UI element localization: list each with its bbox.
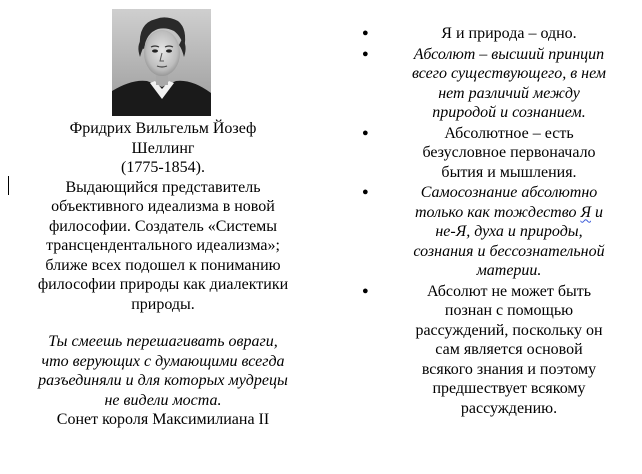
bullet-item xyxy=(362,282,634,419)
description-line: природы. xyxy=(131,295,195,313)
bullet-item xyxy=(362,124,634,183)
bullet-icon: ● xyxy=(362,47,369,60)
bullet-line: бытия и мышления. xyxy=(441,163,577,181)
bullet-line: природой и сознанием. xyxy=(432,104,586,121)
bullet-line: Самосознание абсолютно xyxy=(420,184,598,201)
name-line: Фридрих Вильгельм Йозеф xyxy=(69,120,257,137)
bullet-line: всякого знания и поэтому xyxy=(421,360,597,378)
bullet-line: Абсолютное – есть xyxy=(444,124,574,142)
bullet-icon: ● xyxy=(362,186,369,198)
bullet-item xyxy=(362,45,634,123)
description-line: философии природы как диалектики xyxy=(37,276,289,293)
bullet-line: всего существующего, в нем xyxy=(411,65,607,82)
left-column xyxy=(10,119,316,430)
bullet-line: не-Я, духа и природы, xyxy=(435,223,583,240)
bullet-line: предшествует всякому xyxy=(432,380,586,397)
description-line: ближе всех подошел к пониманию xyxy=(45,256,281,274)
quote-source: Сонет короля Максимилиана II xyxy=(56,411,270,428)
quote-line: разъединяли и для которых мудрецы xyxy=(38,372,288,389)
bullet-icon: ● xyxy=(362,27,369,39)
right-column xyxy=(362,24,634,419)
bullet-item xyxy=(362,183,634,281)
bullet-line: рассуждений, поскольку он xyxy=(415,321,603,339)
bullet-line: Абсолют не может быть xyxy=(427,282,591,300)
portrait-image xyxy=(112,9,211,116)
quote-line: не видели моста. xyxy=(104,391,222,409)
description xyxy=(10,178,316,315)
description-line: Выдающийся представитель xyxy=(65,178,261,196)
text-cursor xyxy=(8,176,9,195)
description-line: трансцендентального идеализма»; xyxy=(46,237,280,254)
bullet-icon: ● xyxy=(362,126,369,139)
spellcheck-marked-word[interactable]: Я xyxy=(580,203,591,221)
bullet-line: Абсолют – высший принцип xyxy=(413,45,605,63)
name-line: (1775-1854). xyxy=(121,159,205,176)
bullet-line: познан с помощью xyxy=(444,302,574,319)
bullet-line: сознания и бессознательной xyxy=(413,242,605,260)
philosopher-name xyxy=(10,119,316,178)
bullet-line: материи. xyxy=(476,262,542,279)
bullet-line-part: только как тождество xyxy=(415,203,581,221)
bullet-line: безусловное первоначало xyxy=(422,144,596,161)
quote-line: Ты смеешь перешагивать овраги, xyxy=(48,333,278,350)
bullet-line: Я и природа – одно. xyxy=(441,25,577,42)
bullet-line xyxy=(388,203,630,223)
description-line: объективного идеализма в новой xyxy=(51,198,275,215)
bullet-item xyxy=(362,24,634,44)
bullet-icon: ● xyxy=(362,284,369,297)
name-line: Шеллинг xyxy=(131,139,195,157)
bullet-line: нет различий между xyxy=(438,84,580,102)
bullet-line-part: и xyxy=(590,203,603,221)
sonnet-quote xyxy=(10,332,316,410)
bullet-line: сам является основой xyxy=(435,341,583,358)
description-line: философии. Создатель «Системы xyxy=(48,217,278,235)
bullet-line: рассуждению. xyxy=(460,399,558,417)
quote-line: что верующих с думающими всегда xyxy=(41,352,285,370)
